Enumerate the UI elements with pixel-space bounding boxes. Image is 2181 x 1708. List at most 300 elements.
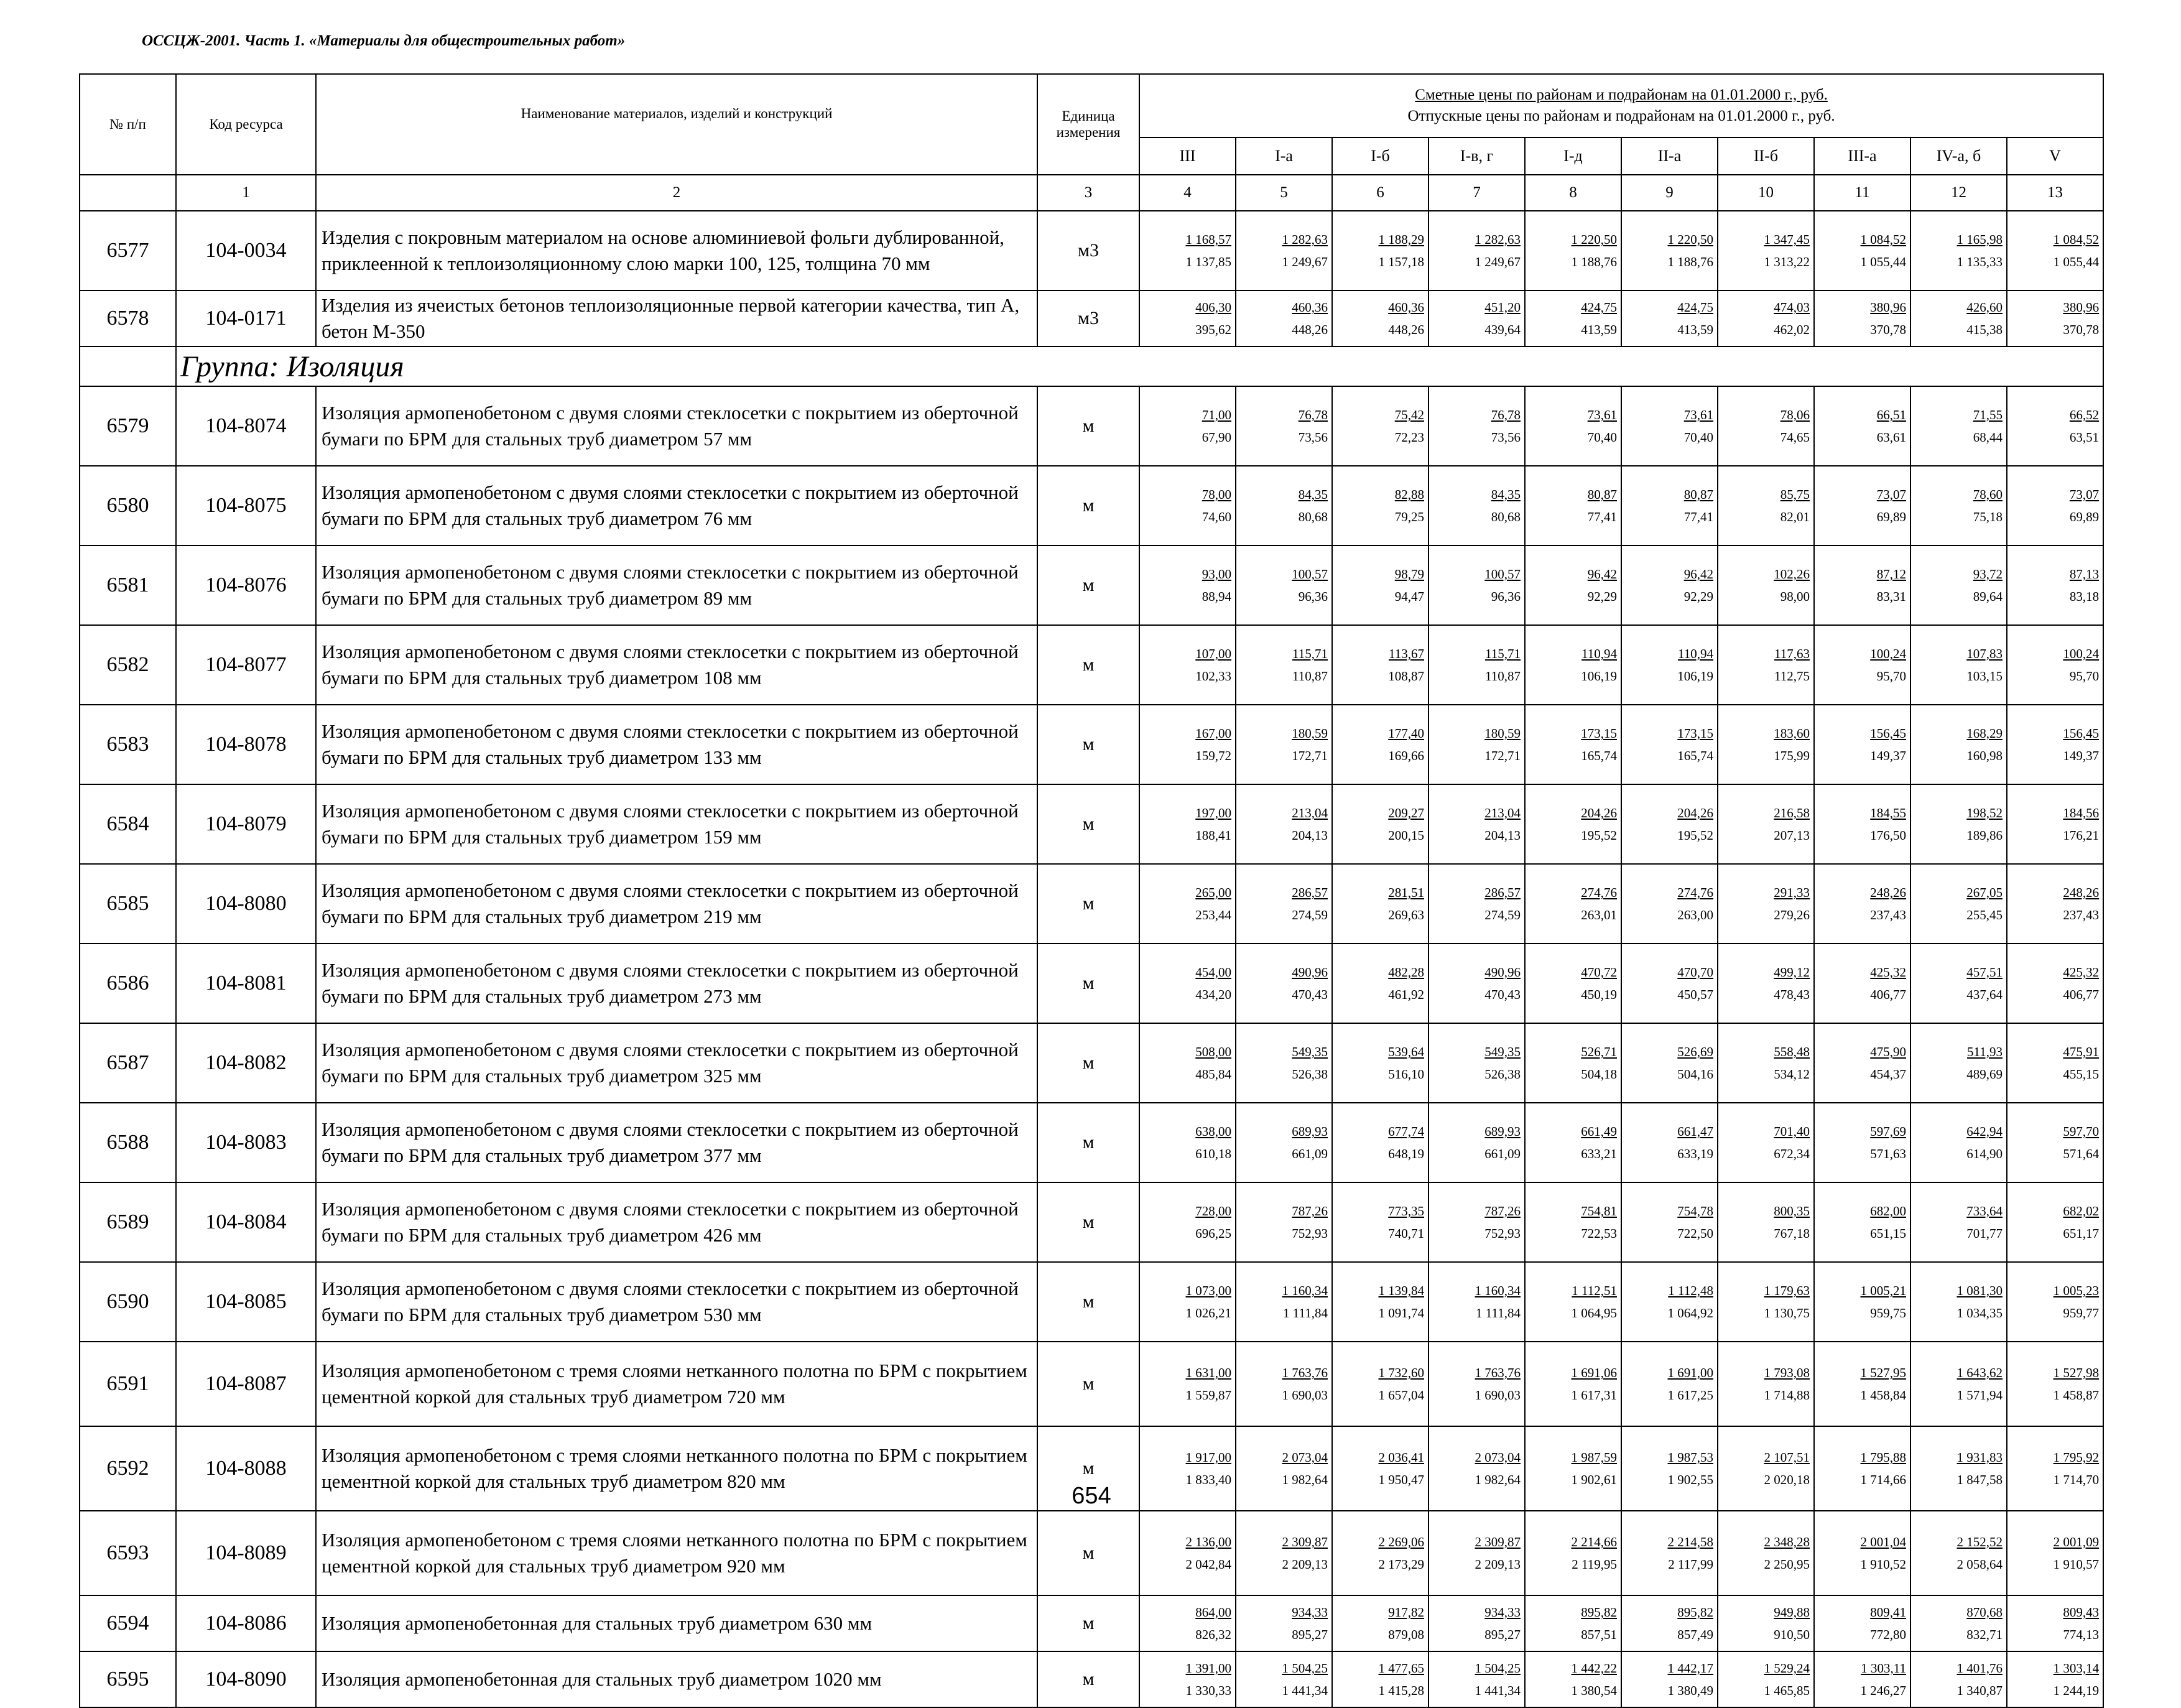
region-header: II-а <box>1621 137 1718 175</box>
unit-of-measure: м <box>1037 1023 1139 1103</box>
release-price: 504,18 <box>1581 1067 1617 1082</box>
estimate-price: 1 987,53 <box>1667 1450 1713 1465</box>
price-cell <box>1139 864 1236 944</box>
price-cell <box>1814 625 1910 705</box>
release-price: 1 249,67 <box>1475 254 1521 269</box>
column-number: 4 <box>1139 175 1236 211</box>
release-price: 237,43 <box>1870 907 1906 922</box>
price-cell <box>2007 1023 2103 1103</box>
material-name: Изоляция армопенобетоном с двумя слоями стеклосетки с покрытием из оберточной бумаги по БРМ для стальных труб диаметром 377 мм <box>316 1103 1037 1182</box>
release-price: 75,18 <box>1973 509 2003 524</box>
row-number: 6591 <box>80 1342 176 1426</box>
release-price: 571,64 <box>2063 1146 2100 1161</box>
release-price: 1 244,19 <box>2053 1683 2100 1698</box>
release-price: 752,93 <box>1484 1226 1521 1241</box>
release-price: 633,21 <box>1581 1146 1617 1161</box>
estimate-price: 115,71 <box>1292 646 1328 661</box>
price-cell <box>2007 290 2103 346</box>
material-name: Изоляция армопенобетоном с двумя слоями стеклосетки с покрытием из оберточной бумаги по БРМ для стальных труб диаметром 273 мм <box>316 944 1037 1023</box>
estimate-price: 426,60 <box>1966 300 2003 315</box>
row-number: 6588 <box>80 1103 176 1182</box>
price-cell <box>2007 1262 2103 1342</box>
release-price: 165,74 <box>1677 748 1713 763</box>
price-cell <box>1718 1426 1814 1511</box>
estimate-price: 1 391,00 <box>1185 1661 1231 1676</box>
estimate-price: 183,60 <box>1774 726 1810 741</box>
estimate-price: 80,87 <box>1683 487 1713 502</box>
release-price: 83,31 <box>1876 589 1906 604</box>
price-cell <box>1718 784 1814 864</box>
estimate-price: 934,33 <box>1484 1605 1521 1620</box>
material-name: Изоляция армопенобетоном с двумя слоями стеклосетки с покрытием из оберточной бумаги по БРМ для стальных труб диаметром 325 мм <box>316 1023 1037 1103</box>
estimate-price: 1 282,63 <box>1475 232 1521 247</box>
price-cell <box>1332 466 1429 545</box>
table-row <box>80 1023 2103 1103</box>
header-prices <box>1139 74 2103 137</box>
price-cell <box>1332 784 1429 864</box>
price-cell <box>1814 705 1910 784</box>
estimate-price: 425,32 <box>2063 965 2100 980</box>
price-cell <box>1910 211 2007 290</box>
price-cell <box>1236 1103 1332 1182</box>
row-number: 6595 <box>80 1651 176 1707</box>
resource-code: 104-8088 <box>176 1426 316 1511</box>
material-name: Изоляция армопенобетоном с двумя слоями стеклосетки с покрытием из оберточной бумаги по БРМ для стальных труб диаметром 426 мм <box>316 1182 1037 1262</box>
unit-of-measure: м3 <box>1037 211 1139 290</box>
estimate-price: 1 112,51 <box>1572 1283 1617 1298</box>
release-price: 207,13 <box>1774 828 1810 843</box>
material-name: Изоляция армопенобетоном с двумя слоями стеклосетки с покрытием из оберточной бумаги по БРМ для стальных труб диаметром 89 мм <box>316 545 1037 625</box>
price-cell <box>1910 1595 2007 1651</box>
price-cell <box>1332 1342 1429 1426</box>
estimate-price: 1 732,60 <box>1378 1365 1424 1380</box>
resource-code: 104-8078 <box>176 705 316 784</box>
price-cell <box>1621 625 1718 705</box>
release-price: 526,38 <box>1484 1067 1521 1082</box>
release-price: 1 441,34 <box>1282 1683 1328 1698</box>
estimate-price: 1 282,63 <box>1282 232 1328 247</box>
release-price: 69,89 <box>2069 509 2100 524</box>
estimate-price: 198,52 <box>1966 805 2003 820</box>
column-number: 5 <box>1236 175 1332 211</box>
release-price: 1 714,70 <box>2053 1472 2100 1487</box>
estimate-price: 2 107,51 <box>1764 1450 1810 1465</box>
price-cell <box>1718 211 1814 290</box>
estimate-price: 84,35 <box>1491 487 1521 502</box>
row-number: 6587 <box>80 1023 176 1103</box>
price-cell <box>1525 1342 1621 1426</box>
material-name: Изоляция армопенобетоном с двумя слоями стеклосетки с покрытием из оберточной бумаги по БРМ для стальных труб диаметром 108 мм <box>316 625 1037 705</box>
unit-of-measure: м <box>1037 1595 1139 1651</box>
estimate-price: 1 303,11 <box>1861 1661 1906 1676</box>
release-price: 534,12 <box>1774 1067 1810 1082</box>
price-cell <box>1910 944 2007 1023</box>
estimate-price: 380,96 <box>2063 300 2100 315</box>
price-cell <box>1525 1103 1621 1182</box>
estimate-price: 286,57 <box>1484 885 1521 900</box>
price-cell <box>1332 1023 1429 1103</box>
price-cell <box>1525 466 1621 545</box>
price-cell <box>1139 705 1236 784</box>
region-header: III <box>1139 137 1236 175</box>
price-cell <box>1621 545 1718 625</box>
price-cell <box>1525 864 1621 944</box>
row-number: 6577 <box>80 211 176 290</box>
column-number: 7 <box>1429 175 1525 211</box>
release-price: 263,01 <box>1581 907 1617 922</box>
column-number: 1 <box>176 175 316 211</box>
resource-code: 104-8076 <box>176 545 316 625</box>
estimate-price: 1 165,98 <box>1956 232 2003 247</box>
row-number: 6586 <box>80 944 176 1023</box>
estimate-price: 93,00 <box>1202 567 1231 582</box>
price-cell <box>2007 1511 2103 1595</box>
release-price: 1 714,66 <box>1860 1472 1906 1487</box>
price-cell <box>1621 1651 1718 1707</box>
unit-of-measure: м <box>1037 466 1139 545</box>
price-cell <box>1236 1651 1332 1707</box>
estimate-price: 100,24 <box>2063 646 2100 661</box>
estimate-price: 864,00 <box>1195 1605 1231 1620</box>
price-cell <box>1814 290 1910 346</box>
price-cell <box>1236 290 1332 346</box>
estimate-price: 2 001,09 <box>2053 1534 2100 1549</box>
release-price: 470,43 <box>1292 987 1328 1002</box>
price-cell <box>2007 545 2103 625</box>
region-header: I-б <box>1332 137 1429 175</box>
release-price: 1 833,40 <box>1185 1472 1231 1487</box>
estimate-price: 78,06 <box>1780 407 1810 422</box>
region-header: I-в, г <box>1429 137 1525 175</box>
estimate-price: 490,96 <box>1484 965 1521 980</box>
estimate-price: 117,63 <box>1774 646 1810 661</box>
resource-code: 104-0171 <box>176 290 316 346</box>
material-name: Изоляция армопенобетоном с тремя слоями нетканного полотна по БРМ с покрытием цементной коркой для стальных труб диаметром 920 мм <box>316 1511 1037 1595</box>
release-price: 489,69 <box>1966 1067 2003 1082</box>
release-price: 455,15 <box>2063 1067 2100 1082</box>
release-price: 96,36 <box>1298 589 1328 604</box>
price-cell <box>1236 1182 1332 1262</box>
release-price: 454,37 <box>1870 1067 1906 1082</box>
estimate-price: 677,74 <box>1388 1124 1424 1139</box>
release-price: 204,13 <box>1484 828 1521 843</box>
price-cell <box>1814 1595 1910 1651</box>
release-price: 1 910,52 <box>1860 1557 1906 1572</box>
release-price: 470,43 <box>1484 987 1521 1002</box>
estimate-price: 180,59 <box>1484 726 1521 741</box>
estimate-price: 558,48 <box>1774 1044 1810 1059</box>
release-price: 2 058,64 <box>1956 1557 2003 1572</box>
estimate-price: 66,51 <box>1876 407 1906 422</box>
price-cell <box>1621 705 1718 784</box>
estimate-price: 1 084,52 <box>1860 232 1906 247</box>
release-price: 80,68 <box>1298 509 1328 524</box>
price-cell <box>1236 1511 1332 1595</box>
column-number <box>80 175 176 211</box>
material-name: Изоляция армопенобетоном с тремя слоями нетканного полотна по БРМ с покрытием цементной коркой для стальных труб диаметром 720 мм <box>316 1342 1037 1426</box>
estimate-price: 470,70 <box>1677 965 1713 980</box>
price-cell <box>1525 1182 1621 1262</box>
release-price: 70,40 <box>1683 430 1713 445</box>
price-cell <box>1429 1426 1525 1511</box>
estimate-price: 917,82 <box>1388 1605 1424 1620</box>
table-row <box>80 545 2103 625</box>
release-price: 2 209,13 <box>1475 1557 1521 1572</box>
price-cell <box>1139 1511 1236 1595</box>
resource-code: 104-8084 <box>176 1182 316 1262</box>
release-price: 176,21 <box>2063 828 2100 843</box>
price-cell <box>1814 1023 1910 1103</box>
release-price: 77,41 <box>1683 509 1713 524</box>
release-price: 437,64 <box>1966 987 2003 1002</box>
price-cell <box>1332 1595 1429 1651</box>
price-cell <box>1718 545 1814 625</box>
price-cell <box>1621 466 1718 545</box>
estimate-price: 1 793,08 <box>1764 1365 1810 1380</box>
price-cell <box>1139 1595 1236 1651</box>
release-price: 610,18 <box>1195 1146 1231 1161</box>
release-price: 2 173,29 <box>1378 1557 1424 1572</box>
price-cell <box>1621 1595 1718 1651</box>
estimate-price: 1 691,00 <box>1667 1365 1713 1380</box>
row-number: 6583 <box>80 705 176 784</box>
table-row <box>80 386 2103 466</box>
estimate-price: 1 081,30 <box>1956 1283 2003 1298</box>
estimate-price: 274,76 <box>1581 885 1617 900</box>
estimate-price: 248,26 <box>1870 885 1906 900</box>
estimate-price: 2 136,00 <box>1185 1534 1231 1549</box>
price-cell <box>1332 864 1429 944</box>
release-price: 774,13 <box>2063 1627 2100 1642</box>
resource-code: 104-8079 <box>176 784 316 864</box>
column-number: 11 <box>1814 175 1910 211</box>
estimate-price: 470,72 <box>1581 965 1617 980</box>
estimate-price: 701,40 <box>1774 1124 1810 1139</box>
estimate-price: 682,02 <box>2063 1204 2100 1218</box>
price-cell <box>1621 1342 1718 1426</box>
release-price: 95,70 <box>1876 669 1906 684</box>
unit-of-measure: м <box>1037 1651 1139 1707</box>
release-price: 103,15 <box>1966 669 2003 684</box>
price-cell <box>1525 545 1621 625</box>
release-price: 89,64 <box>1973 589 2003 604</box>
resource-code: 104-8081 <box>176 944 316 1023</box>
release-price: 73,56 <box>1298 430 1328 445</box>
price-cell <box>2007 211 2103 290</box>
price-cell <box>1139 1342 1236 1426</box>
estimate-price: 1 179,63 <box>1764 1283 1810 1298</box>
release-price: 88,94 <box>1202 589 1231 604</box>
release-price: 1 313,22 <box>1764 254 1810 269</box>
material-name: Изоляция армопенобетоном с двумя слоями стеклосетки с покрытием из оберточной бумаги по БРМ для стальных труб диаметром 57 мм <box>316 386 1037 466</box>
price-cell <box>2007 386 2103 466</box>
row-number: 6582 <box>80 625 176 705</box>
price-cell <box>1429 1262 1525 1342</box>
price-cell <box>1621 864 1718 944</box>
estimate-price: 1 112,48 <box>1668 1283 1713 1298</box>
material-name: Изделия из ячеистых бетонов теплоизоляционные первой категории качества, тип А, бетон М-350 <box>316 290 1037 346</box>
price-cell <box>1718 290 1814 346</box>
estimate-price: 1 188,29 <box>1378 232 1424 247</box>
estimate-price: 457,51 <box>1966 965 2003 980</box>
estimate-price: 2 309,87 <box>1475 1534 1521 1549</box>
release-price: 72,23 <box>1394 430 1424 445</box>
release-price: 106,19 <box>1581 669 1617 684</box>
estimate-price: 173,15 <box>1581 726 1617 741</box>
resource-code: 104-8075 <box>176 466 316 545</box>
price-cell <box>1525 1262 1621 1342</box>
price-cell <box>1621 290 1718 346</box>
region-header: IV-а, б <box>1910 137 2007 175</box>
price-cell <box>1718 1511 1814 1595</box>
price-table <box>79 73 2104 1708</box>
release-price: 2 250,95 <box>1764 1557 1810 1572</box>
estimate-price: 949,88 <box>1774 1605 1810 1620</box>
release-price: 1 246,27 <box>1860 1683 1906 1698</box>
price-cell <box>1910 784 2007 864</box>
table-row <box>80 1182 2103 1262</box>
release-price: 70,40 <box>1587 430 1617 445</box>
price-cell <box>1910 290 2007 346</box>
release-price: 263,00 <box>1677 907 1713 922</box>
release-price: 1 982,64 <box>1282 1472 1328 1487</box>
estimate-price: 177,40 <box>1388 726 1424 741</box>
table-row <box>80 1511 2103 1595</box>
estimate-price: 173,15 <box>1677 726 1713 741</box>
estimate-price: 66,52 <box>2069 407 2100 422</box>
release-price: 68,44 <box>1973 430 2003 445</box>
estimate-price: 1 139,84 <box>1378 1283 1424 1298</box>
price-cell <box>1814 211 1910 290</box>
estimate-price: 454,00 <box>1195 965 1231 980</box>
release-price: 1 657,04 <box>1378 1388 1424 1403</box>
release-price: 526,38 <box>1292 1067 1328 1082</box>
release-price: 92,29 <box>1683 589 1713 604</box>
release-price: 959,75 <box>1870 1306 1906 1320</box>
unit-of-measure: м <box>1037 386 1139 466</box>
release-price: 1 380,54 <box>1571 1683 1617 1698</box>
material-name: Изоляция армопенобетоном с двумя слоями стеклосетки с покрытием из оберточной бумаги по БРМ для стальных труб диаметром 133 мм <box>316 705 1037 784</box>
estimate-price: 156,45 <box>2063 726 2100 741</box>
release-price: 1 034,35 <box>1956 1306 2003 1320</box>
price-cell <box>1332 1103 1429 1182</box>
estimate-price: 93,72 <box>1973 567 2003 582</box>
release-price: 279,26 <box>1774 907 1810 922</box>
unit-of-measure: м3 <box>1037 290 1139 346</box>
material-name: Изоляция армопенобетоном с двумя слоями стеклосетки с покрытием из оберточной бумаги по БРМ для стальных труб диаметром 159 мм <box>316 784 1037 864</box>
release-price: 110,87 <box>1485 669 1521 684</box>
release-price: 406,77 <box>1870 987 1906 1002</box>
region-header: V <box>2007 137 2103 175</box>
release-price: 1 064,92 <box>1667 1306 1713 1320</box>
release-price: 701,77 <box>1966 1226 2003 1241</box>
price-cell <box>1910 864 2007 944</box>
estimate-price: 1 931,83 <box>1956 1450 2003 1465</box>
price-cell <box>1429 1023 1525 1103</box>
release-price: 478,43 <box>1774 987 1810 1002</box>
estimate-price: 204,26 <box>1677 805 1713 820</box>
release-price: 415,38 <box>1966 322 2003 337</box>
release-price: 462,02 <box>1774 322 1810 337</box>
price-cell <box>1332 705 1429 784</box>
estimate-price: 96,42 <box>1587 567 1617 582</box>
estimate-price: 1 442,22 <box>1571 1661 1617 1676</box>
estimate-price: 934,33 <box>1292 1605 1328 1620</box>
estimate-price: 2 214,66 <box>1571 1534 1617 1549</box>
price-cell <box>1814 466 1910 545</box>
release-price: 253,44 <box>1195 907 1231 922</box>
release-price: 1 441,34 <box>1475 1683 1521 1698</box>
estimate-price: 110,94 <box>1678 646 1713 661</box>
price-cell <box>1910 1342 2007 1426</box>
release-price: 1 458,84 <box>1860 1388 1906 1403</box>
release-price: 165,74 <box>1581 748 1617 763</box>
unit-of-measure: м <box>1037 1426 1139 1511</box>
material-name: Изделия с покровным материалом на основе алюминиевой фольги дублированной, приклеенной к теплоизоляционному слою марки 100, 125, толщина 70 мм <box>316 211 1037 290</box>
row-number: 6580 <box>80 466 176 545</box>
unit-of-measure: м <box>1037 1262 1139 1342</box>
estimate-price: 424,75 <box>1677 300 1713 315</box>
estimate-price: 102,26 <box>1774 567 1810 582</box>
release-price: 1 249,67 <box>1282 254 1328 269</box>
release-price: 740,71 <box>1388 1226 1424 1241</box>
release-price: 237,43 <box>2063 907 2100 922</box>
estimate-price: 82,88 <box>1394 487 1424 502</box>
release-price: 895,27 <box>1292 1627 1328 1642</box>
price-cell <box>1718 1651 1814 1707</box>
estimate-price: 76,78 <box>1491 407 1521 422</box>
release-price: 648,19 <box>1388 1146 1424 1161</box>
price-cell <box>1621 1262 1718 1342</box>
price-cell <box>1429 290 1525 346</box>
release-price: 857,51 <box>1581 1627 1617 1642</box>
release-price: 82,01 <box>1780 509 1810 524</box>
estimate-price: 1 168,57 <box>1185 232 1231 247</box>
estimate-price: 1 917,00 <box>1185 1450 1231 1465</box>
estimate-price: 2 309,87 <box>1282 1534 1328 1549</box>
material-name: Изоляция армопенобетоном с двумя слоями стеклосетки с покрытием из оберточной бумаги по БРМ для стальных труб диаметром 530 мм <box>316 1262 1037 1342</box>
price-cell <box>1621 784 1718 864</box>
release-price: 1 330,33 <box>1185 1683 1231 1698</box>
release-price: 1 617,31 <box>1571 1388 1617 1403</box>
estimate-price: 549,35 <box>1484 1044 1521 1059</box>
release-price: 1 064,95 <box>1571 1306 1617 1320</box>
unit-of-measure: м <box>1037 705 1139 784</box>
estimate-price: 2 073,04 <box>1282 1450 1328 1465</box>
price-cell <box>1525 705 1621 784</box>
release-price: 1 847,58 <box>1956 1472 2003 1487</box>
price-cell <box>1621 386 1718 466</box>
price-cell <box>1139 1426 1236 1511</box>
price-cell <box>1139 386 1236 466</box>
estimate-price: 549,35 <box>1292 1044 1328 1059</box>
table-row <box>80 466 2103 545</box>
unit-of-measure: м <box>1037 1511 1139 1595</box>
table-row <box>80 1595 2103 1651</box>
estimate-price: 1 504,25 <box>1475 1661 1521 1676</box>
price-cell <box>2007 1426 2103 1511</box>
price-cell <box>1718 1262 1814 1342</box>
estimate-price: 274,76 <box>1677 885 1713 900</box>
price-cell <box>1814 1426 1910 1511</box>
price-cell <box>1332 944 1429 1023</box>
release-price: 370,78 <box>1870 322 1906 337</box>
price-cell <box>1718 386 1814 466</box>
price-cell <box>1236 1595 1332 1651</box>
price-cell <box>1814 1182 1910 1262</box>
column-number: 13 <box>2007 175 2103 211</box>
estimate-price: 1 160,34 <box>1475 1283 1521 1298</box>
